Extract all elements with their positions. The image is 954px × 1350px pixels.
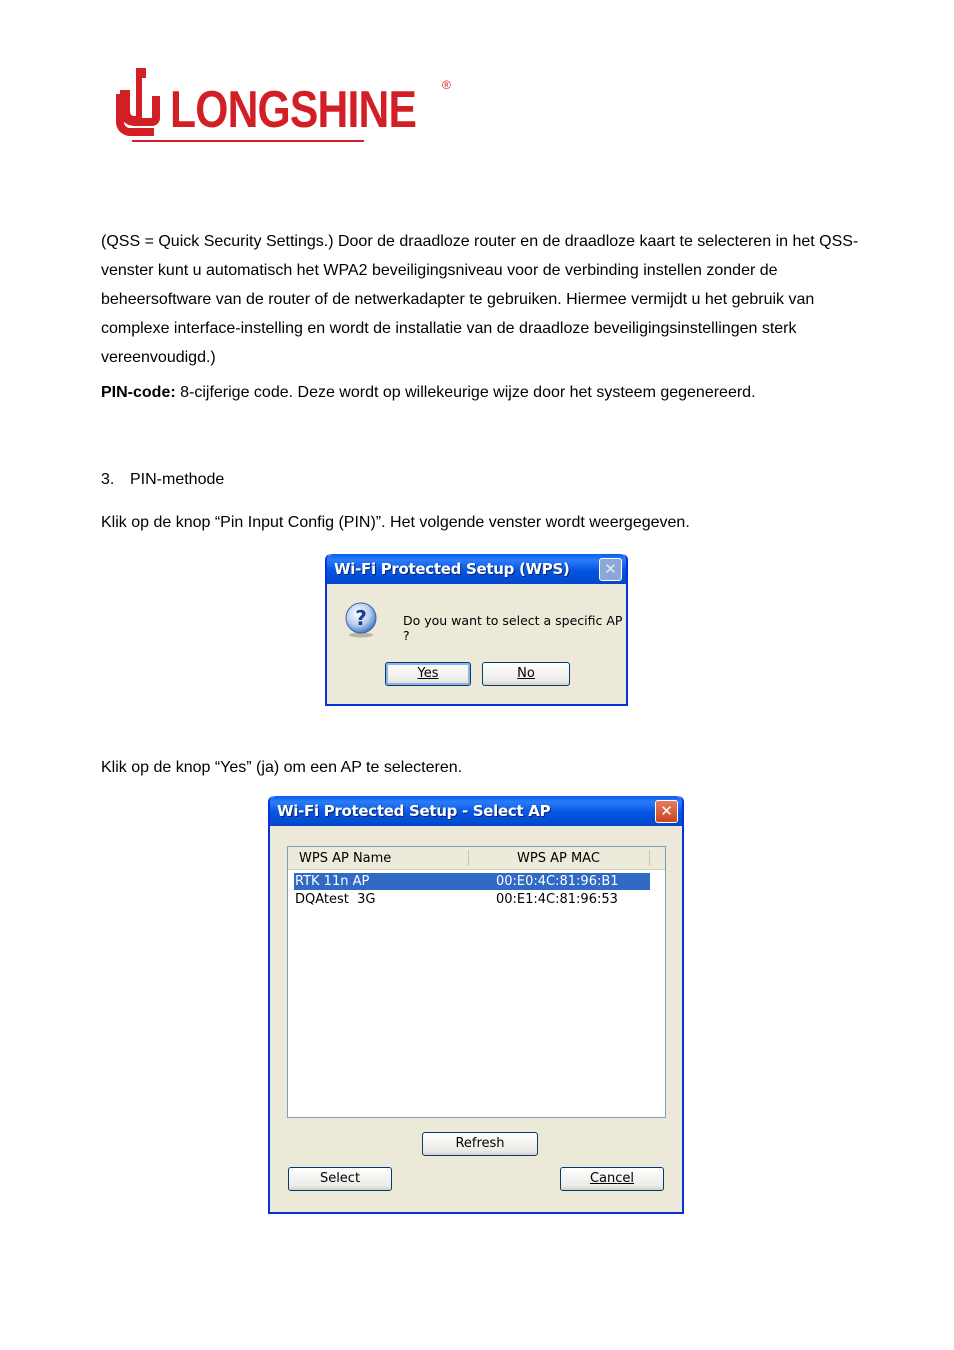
dialog-message: Do you want to select a specific AP ? xyxy=(403,613,623,643)
column-divider[interactable] xyxy=(649,850,650,866)
yes-button[interactable]: Yes xyxy=(385,662,471,686)
pin-code-label: PIN-code: xyxy=(101,384,176,401)
wps-confirm-dialog xyxy=(325,554,628,706)
instruction-pin-input: Klik op de knop “Pin Input Config (PIN)”. Het volgende venster wordt weergegeven. xyxy=(101,514,690,531)
section-number: 3. xyxy=(101,471,115,488)
ap-mac-cell: 00:E1:4C:81:96:53 xyxy=(496,892,618,907)
ap-list-header xyxy=(288,847,665,870)
pin-code-text: 8-cijferige code. Deze wordt op willekeurige wijze door het systeem gegenereerd. xyxy=(175,384,756,401)
section-heading xyxy=(101,465,871,494)
column-divider[interactable] xyxy=(468,850,469,866)
ap-name-cell: RTK 11n AP xyxy=(295,874,370,889)
refresh-button[interactable]: Refresh xyxy=(422,1132,538,1156)
cancel-button[interactable]: Cancel xyxy=(560,1167,664,1191)
ap-mac-cell: 00:E0:4C:81:96:B1 xyxy=(496,874,619,889)
dialog-titlebar xyxy=(270,796,682,826)
logo-underline xyxy=(132,140,364,142)
dialog-titlebar xyxy=(327,554,626,584)
ap-list[interactable] xyxy=(287,846,666,1118)
column-header-ap-mac[interactable]: WPS AP MAC xyxy=(517,851,600,866)
section-title: PIN-methode xyxy=(130,471,225,488)
no-button[interactable]: No xyxy=(482,662,570,686)
select-button[interactable]: Select xyxy=(288,1167,392,1191)
dialog-title: Wi-Fi Protected Setup (WPS) xyxy=(334,560,570,578)
ap-name-cell: DQAtest 3G xyxy=(295,892,376,907)
select-ap-dialog xyxy=(268,796,684,1214)
dialog-title: Wi-Fi Protected Setup - Select AP xyxy=(277,802,551,820)
registered-mark: ® xyxy=(442,78,451,92)
longshine-emblem-icon xyxy=(112,64,174,144)
ap-list-row[interactable] xyxy=(294,891,650,908)
question-icon xyxy=(343,602,379,638)
ap-list-row[interactable] xyxy=(294,873,650,890)
column-header-ap-name[interactable]: WPS AP Name xyxy=(299,851,392,866)
close-icon[interactable]: ✕ xyxy=(655,800,678,823)
svg-text:?: ? xyxy=(355,606,367,630)
pin-code-paragraph xyxy=(101,378,871,407)
longshine-logo xyxy=(112,64,462,148)
close-icon[interactable]: ✕ xyxy=(599,558,622,581)
qss-paragraph: (QSS = Quick Security Settings.) Door de draadloze router en de draadloze kaart te selecteren in het QSS-venster kunt u automatisch het WPA2 beveiligingsniveau voor de verbinding instellen zonder de beheersoftware van de router of de netwerkadapter te gebruiken. Hiermee vermijdt u het gebruik van complexe interface-instelling en wordt de installatie van de draadloze beveiligingsinstellingen sterk vereenvoudigd.) xyxy=(101,233,859,366)
instruction-yes: Klik op de knop “Yes” (ja) om een AP te selecteren. xyxy=(101,759,463,776)
logo-wordmark: LONGSHINE xyxy=(170,81,417,139)
